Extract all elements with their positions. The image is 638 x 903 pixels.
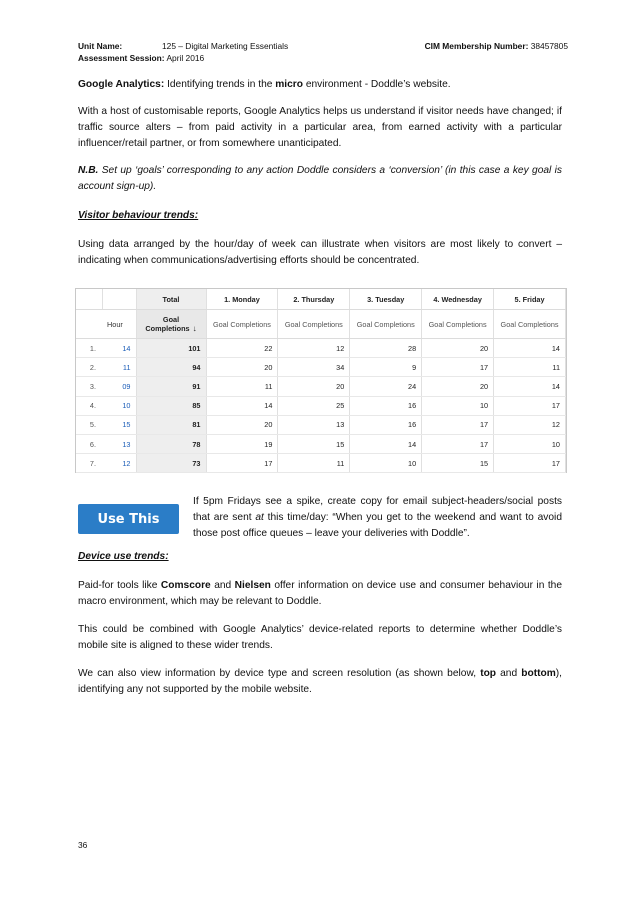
friday-spike-text-end: this time/day: “When you get to the weekend and want to avoid those post office queues – leave your deliveries with Doddle”. <box>193 512 562 539</box>
header-thursday: 2. Thursday <box>278 289 350 310</box>
page-header <box>78 40 568 64</box>
paragraph-device-type-end: ), identifying any not supported by the mobile website. <box>78 668 562 695</box>
page-number: 36 <box>78 840 88 850</box>
ga-heading-emphasis: micro <box>275 79 303 90</box>
hour-link[interactable]: 10 <box>102 396 136 415</box>
day-cell: 9 <box>350 358 422 377</box>
visitor-heading <box>78 208 562 224</box>
header-friday: 5. Friday <box>494 289 566 310</box>
hour-link[interactable]: 14 <box>102 339 136 358</box>
day-cell: 20 <box>206 358 278 377</box>
paragraph-paid-tools-and: and <box>210 580 235 591</box>
paragraph-ga-reports <box>78 104 562 152</box>
cim-number-label: CIM Membership Number: <box>424 41 529 51</box>
day-cell: 20 <box>206 415 278 434</box>
header-tuesday: 3. Tuesday <box>350 289 422 310</box>
row-index: 6. <box>76 434 102 453</box>
hour-link[interactable]: 12 <box>102 454 136 473</box>
day-cell: 12 <box>494 415 566 434</box>
unit-name-value: 125 – Digital Marketing Essentials <box>162 41 289 51</box>
unit-name-label: Unit Name: <box>78 41 123 51</box>
nb-label: N.B. <box>78 165 99 176</box>
subheader-total[interactable] <box>136 310 206 339</box>
day-cell: 34 <box>278 358 350 377</box>
row-index: 7. <box>76 454 102 473</box>
day-cell: 17 <box>494 454 566 473</box>
paragraph-device-type <box>78 666 562 698</box>
ga-heading-text: Identifying trends in the <box>164 79 276 90</box>
table-row <box>76 454 566 473</box>
day-cell: 19 <box>206 434 278 453</box>
paragraph-paid-tools-text: Paid-for tools like <box>78 580 161 591</box>
header-monday: 1. Monday <box>206 289 278 310</box>
row-index: 5. <box>76 415 102 434</box>
day-cell: 25 <box>278 396 350 415</box>
day-cell: 16 <box>350 415 422 434</box>
total-cell: 85 <box>136 396 206 415</box>
subheader-goal: Goal Completions <box>494 310 566 339</box>
day-cell: 15 <box>422 454 494 473</box>
day-cell: 24 <box>350 377 422 396</box>
total-cell: 78 <box>136 434 206 453</box>
day-cell: 14 <box>494 339 566 358</box>
total-cell: 101 <box>136 339 206 358</box>
day-cell: 11 <box>278 454 350 473</box>
paragraph-paid-tools-end: offer information on device use and consumer behaviour in the macro environment, which may be relevant to Doddle. <box>78 580 562 607</box>
header-total: Total <box>136 289 206 310</box>
paragraph-paid-tools <box>78 578 562 610</box>
paragraph-ga-reports-text: With a host of customisable reports, Google Analytics helps us understand if visitor needs have changed; if traffic source alters – from paid activity in a particular area, from earned activity with a particular influencer/retail partner, or from somewhere unanticipated. <box>78 106 562 149</box>
row-index: 2. <box>76 358 102 377</box>
assessment-session-value: April 2016 <box>166 53 205 63</box>
day-cell: 22 <box>206 339 278 358</box>
ga-heading-label: Google Analytics: <box>78 79 165 90</box>
day-cell: 11 <box>494 358 566 377</box>
table-row <box>76 377 566 396</box>
paragraph-combined <box>78 622 562 654</box>
friday-spike-text: If 5pm Fridays see a spike, create copy for email subject-headers/social posts that are sent <box>193 496 562 523</box>
day-cell: 16 <box>350 396 422 415</box>
day-cell: 17 <box>494 396 566 415</box>
bottom-text: bottom <box>521 668 556 679</box>
day-cell: 28 <box>350 339 422 358</box>
device-heading-text: Device use trends: <box>78 551 169 562</box>
day-cell: 17 <box>422 415 494 434</box>
comscore-text: Comscore <box>160 580 211 591</box>
row-index: 1. <box>76 339 102 358</box>
paragraph-visitor-data <box>78 237 562 269</box>
device-heading <box>78 549 562 565</box>
header-index <box>76 289 102 310</box>
use-this-badge <box>78 504 179 534</box>
table-row <box>76 434 566 453</box>
day-cell: 14 <box>494 377 566 396</box>
day-cell: 13 <box>278 415 350 434</box>
day-cell: 17 <box>422 358 494 377</box>
subheader-index <box>76 310 102 339</box>
nb-text: Set up ‘goals’ corresponding to any action Doddle considers a ‘conversion’ (in this case a key goal is account sign-up). <box>78 165 562 192</box>
total-cell: 94 <box>136 358 206 377</box>
paragraph-combined-text: This could be combined with Google Analytics’ device-related reports to determine whether Doddle’s mobile site is aligned to these wider trends. <box>78 624 562 651</box>
day-cell: 20 <box>422 339 494 358</box>
table-row <box>76 415 566 434</box>
nb-note <box>78 163 562 195</box>
hour-link[interactable]: 13 <box>102 434 136 453</box>
subheader-hour: Hour <box>102 310 136 339</box>
paragraph-device-type-text: We can also view information by device type and screen resolution (as shown below, <box>78 668 481 679</box>
paragraph-device-type-and: and <box>496 668 522 679</box>
nielsen-text: Nielsen <box>234 580 271 591</box>
ga-heading <box>78 77 562 93</box>
table-row <box>76 339 566 358</box>
sort-down-icon[interactable]: ↓ <box>192 324 197 333</box>
friday-spike-note <box>193 494 562 542</box>
friday-spike-emphasis: at <box>255 512 264 523</box>
cim-number-value: 38457805 <box>530 41 568 51</box>
subheader-total-label: Goal Completions <box>145 315 190 333</box>
paragraph-visitor-data-text: Using data arranged by the hour/day of week can illustrate when visitors are most likely to convert – indicating when communications/advertising efforts should be concentrated. <box>78 239 562 266</box>
subheader-goal: Goal Completions <box>206 310 278 339</box>
day-cell: 14 <box>350 434 422 453</box>
day-cell: 20 <box>278 377 350 396</box>
day-cell: 14 <box>206 396 278 415</box>
total-cell: 73 <box>136 454 206 473</box>
ga-heading-text-end: environment - Doddle’s website. <box>302 79 451 90</box>
hour-link[interactable]: 15 <box>102 415 136 434</box>
day-cell: 15 <box>278 434 350 453</box>
visitor-heading-text: Visitor behaviour trends: <box>78 210 199 221</box>
day-cell: 11 <box>206 377 278 396</box>
day-cell: 10 <box>494 434 566 453</box>
table-body <box>76 339 566 473</box>
row-index: 4. <box>76 396 102 415</box>
total-cell: 91 <box>136 377 206 396</box>
total-cell: 81 <box>136 415 206 434</box>
subheader-goal: Goal Completions <box>422 310 494 339</box>
subheader-goal: Goal Completions <box>350 310 422 339</box>
goal-completions-table <box>75 288 567 473</box>
header-wednesday: 4. Wednesday <box>422 289 494 310</box>
day-cell: 12 <box>278 339 350 358</box>
header-hour-spacer <box>102 289 136 310</box>
subheader-goal: Goal Completions <box>278 310 350 339</box>
table-row <box>76 358 566 377</box>
top-text: top <box>480 668 497 679</box>
day-cell: 17 <box>206 454 278 473</box>
row-index: 3. <box>76 377 102 396</box>
day-cell: 10 <box>350 454 422 473</box>
day-cell: 10 <box>422 396 494 415</box>
hour-link[interactable]: 09 <box>102 377 136 396</box>
hour-link[interactable]: 11 <box>102 358 136 377</box>
table-row <box>76 396 566 415</box>
use-this-label: Use This <box>97 511 160 527</box>
day-cell: 17 <box>422 434 494 453</box>
day-cell: 20 <box>422 377 494 396</box>
assessment-session-label: Assessment Session: <box>78 53 165 63</box>
